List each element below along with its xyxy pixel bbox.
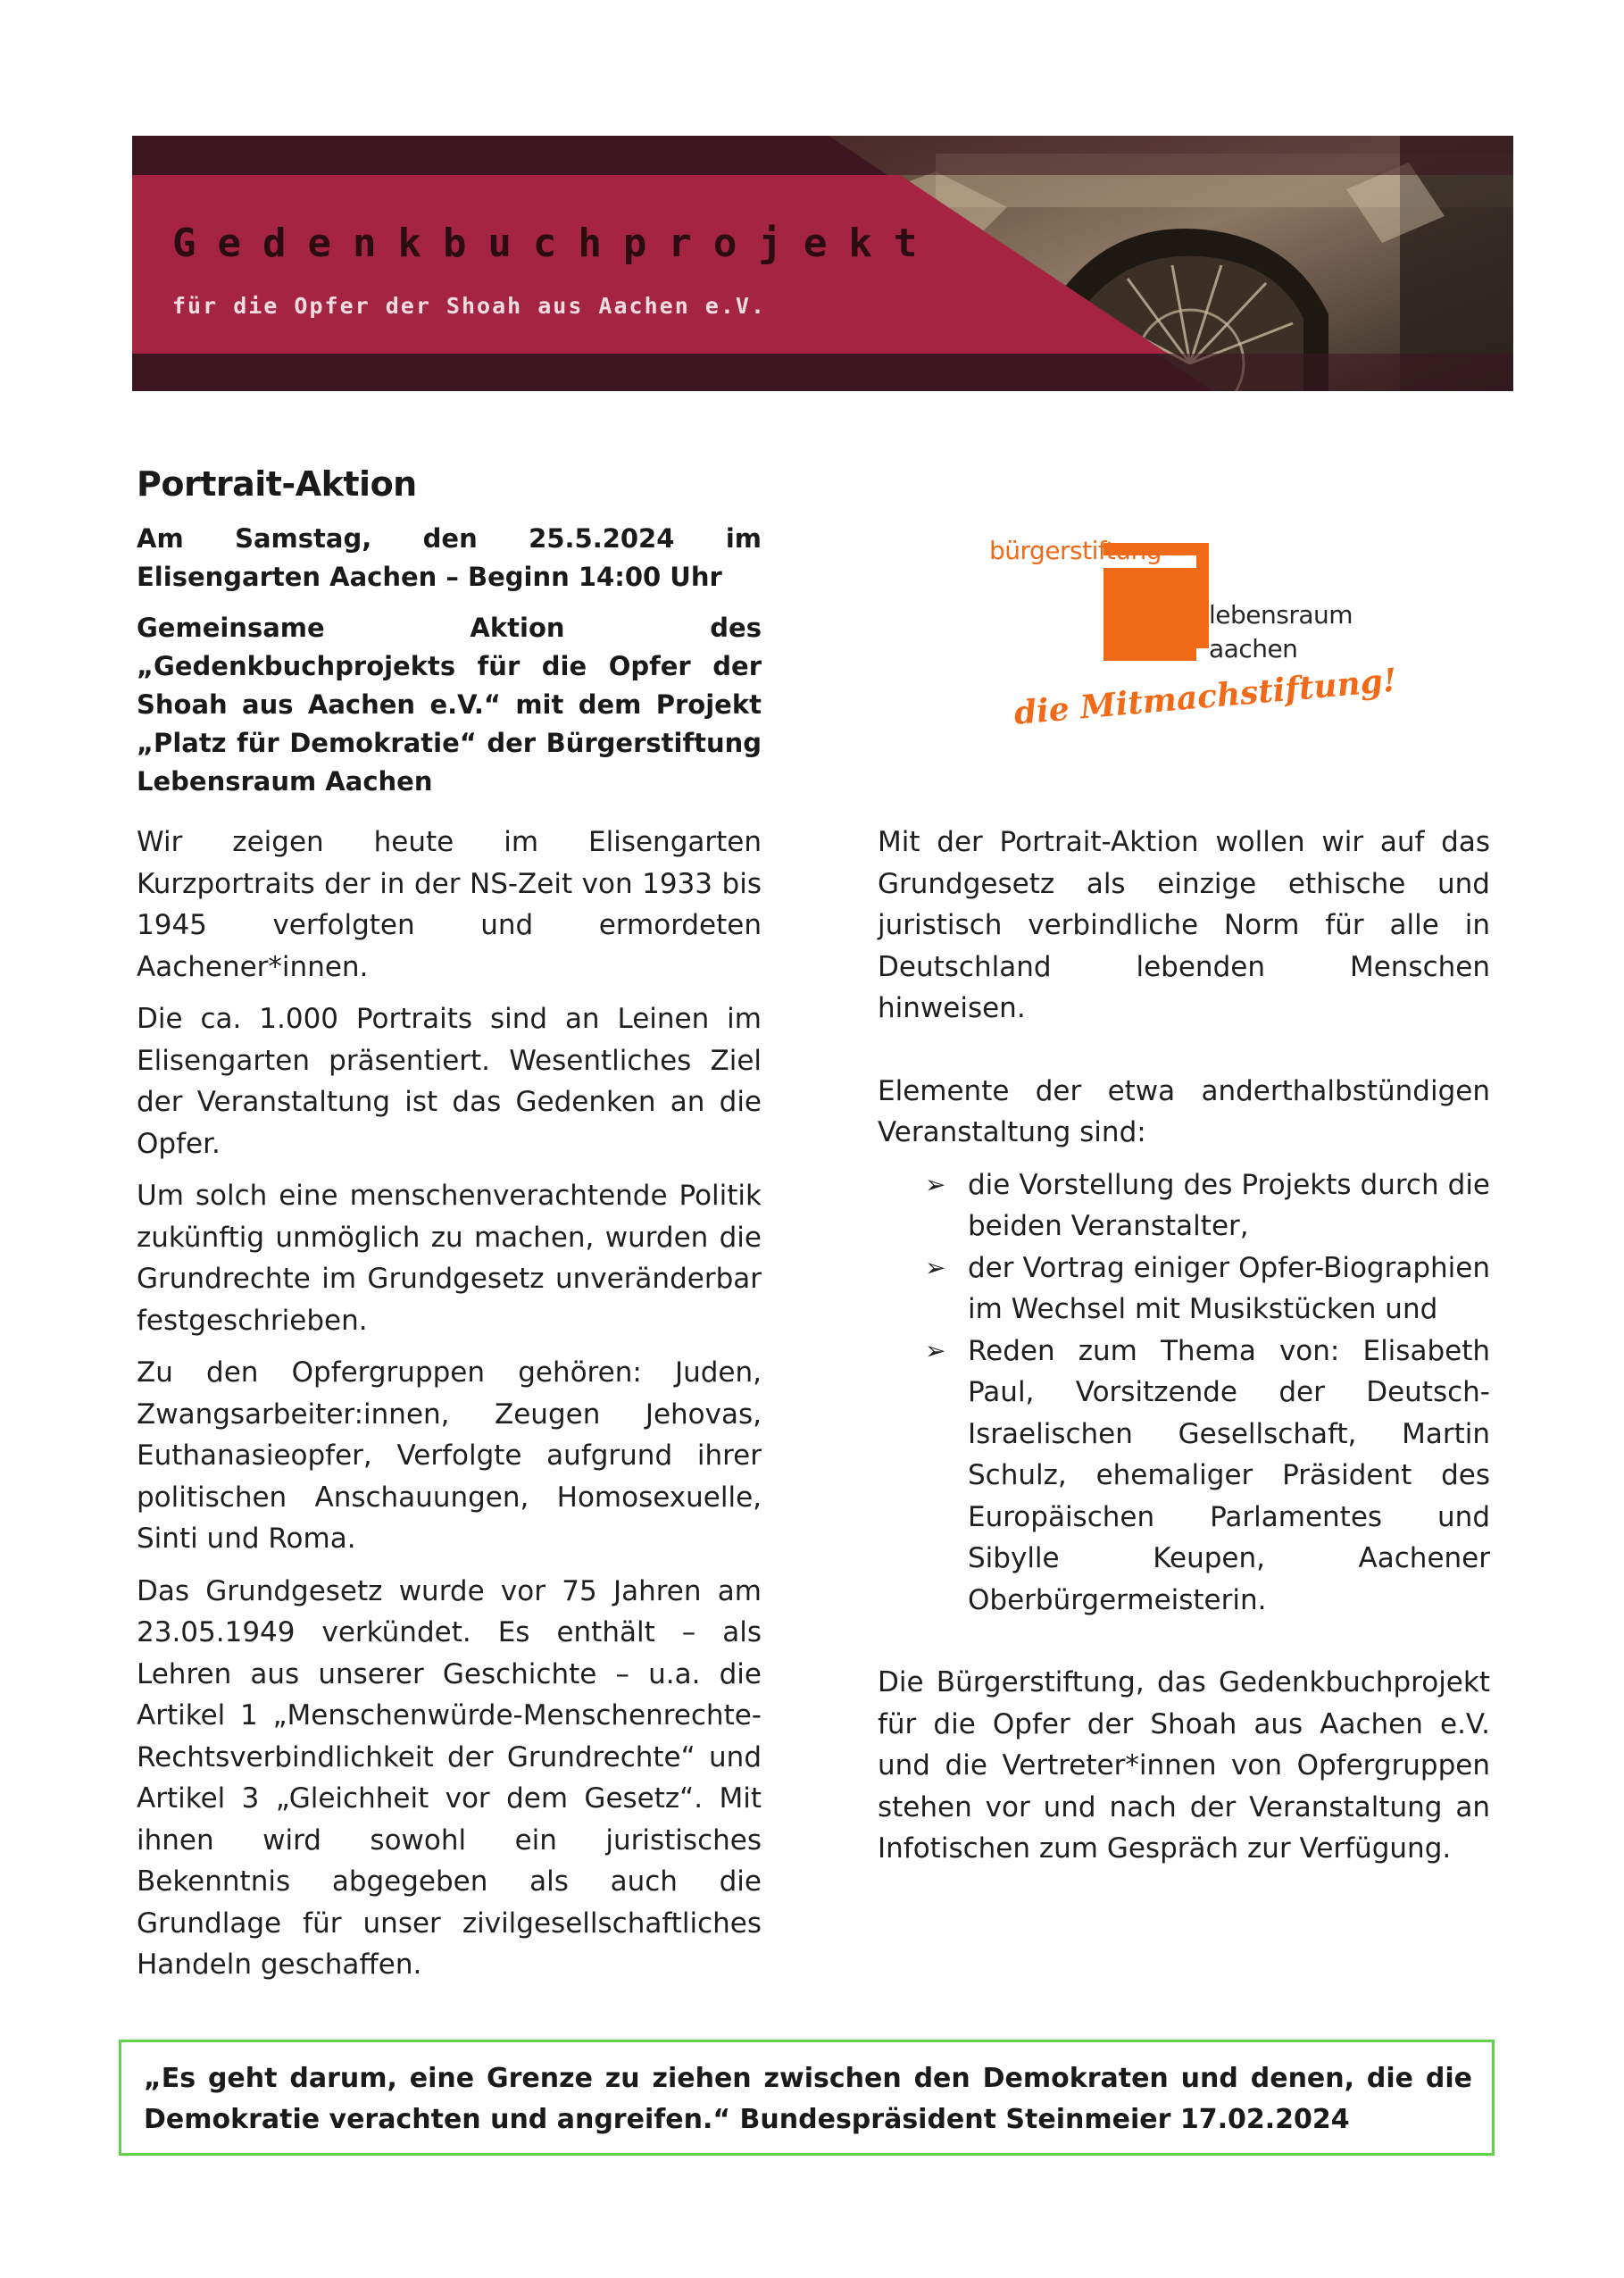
logo-square-icon bbox=[1103, 568, 1196, 661]
right-paragraph-1: Mit der Portrait-Aktion wollen wir auf das Grundgesetz als einzige ethische und juristisch verbindliche Norm für alle in Deutschland lebenden Menschen hinweisen. bbox=[878, 826, 1490, 1024]
list-item-text: Reden zum Thema von: Elisabeth Paul, Vorsitzende der Deutsch-Israelischen Gesellschaft, Martin Schulz, ehemaliger Präsident des Europäischen Parlamentes und Sibylle Keupen, Aachener Oberbürgermeisterin. bbox=[968, 1334, 1490, 1616]
left-column bbox=[137, 822, 762, 1997]
event-description: Gemeinsame Aktion des „Gedenkbuchprojekts für die Opfer der Shoah aus Aachen e.V.“ mit dem Projekt „Platz für Demokratie“ der Bürgerstiftung Lebensraum Aachen bbox=[137, 613, 762, 797]
left-paragraph-2: Die ca. 1.000 Portraits sind an Leinen im Elisengarten präsentiert. Wesentliches Ziel der Veranstaltung ist das Gedenken an die Opfer. bbox=[137, 1003, 762, 1160]
list-item bbox=[925, 1164, 1490, 1247]
banner-title: Gedenkbuchprojekt bbox=[172, 221, 939, 266]
logo-text-line2: lebensraum bbox=[1209, 600, 1353, 630]
list-item-text: die Vorstellung des Projekts durch die beiden Veranstalter, bbox=[968, 1168, 1490, 1242]
list-item bbox=[925, 1331, 1490, 1622]
arrow-bullet-icon: ➢ bbox=[925, 1252, 946, 1282]
intro-block bbox=[137, 464, 762, 801]
banner-subtitle: für die Opfer der Shoah aus Aachen e.V. bbox=[172, 293, 766, 319]
list-item-text: der Vortrag einiger Opfer-Biographien im Wechsel mit Musikstücken und bbox=[968, 1251, 1490, 1325]
logo-text-line1: bürgerstiftung bbox=[989, 536, 1162, 565]
left-paragraph-4: Zu den Opfergruppen gehören: Juden, Zwangsarbeiter:innen, Zeugen Jehovas, Euthanasieopfer, Verfolgte aufgrund ihrer politischen Anschauungen, Homosexuelle, Sinti und Roma. bbox=[137, 1356, 762, 1555]
event-date-line: Am Samstag, den 25.5.2024 im Elisengarten Aachen – Beginn 14:00 Uhr bbox=[137, 523, 762, 592]
logo-text-line3: aachen bbox=[1209, 634, 1298, 663]
list-item bbox=[925, 1247, 1490, 1331]
logo-slogan: die Mitmachstiftung! bbox=[1012, 661, 1399, 732]
arrow-bullet-icon: ➢ bbox=[925, 1335, 946, 1365]
left-paragraph-3: Um solch eine menschenverachtende Politik zukünftig unmöglich zu machen, wurden die Grundrechte im Grundgesetz unveränderbar festgeschrieben. bbox=[137, 1180, 762, 1337]
buergerstiftung-logo bbox=[989, 525, 1399, 775]
right-paragraph-2: Elemente der etwa anderthalbstündigen Veranstaltung sind: bbox=[878, 1074, 1490, 1148]
right-paragraph-3: Die Bürgerstiftung, das Gedenkbuchprojekt für die Opfer der Shoah aus Aachen e.V. und die Vertreter*innen von Opfergruppen stehen vor und nach der Veranstaltung an Infotischen zum Gespräch zur Verfügung. bbox=[878, 1666, 1490, 1865]
quote-box bbox=[119, 2040, 1495, 2156]
header-banner bbox=[132, 136, 1513, 391]
program-list bbox=[878, 1164, 1490, 1622]
left-paragraph-5: Das Grundgesetz wurde vor 75 Jahren am 23.05.1949 verkündet. Es enthält – als Lehren aus unserer Geschichte – u.a. die Artikel 1 „Menschenwürde-Menschenrechte-Rechtsverbindlichkeit der Grundrechte“ und Artikel 3 „Gleichheit vor dem Gesetz“. Mit ihnen wird sowohl ein juristisches Bekenntnis abgegeben als auch die Grundlage für unser zivilgesellschaftliches Handeln geschaffen. bbox=[137, 1574, 762, 1981]
quote-text: „Es geht darum, eine Grenze zu ziehen zwischen den Demokraten und denen, die die Demokratie verachten und angreifen.“ Bundespräsident Steinmeier 17.02.2024 bbox=[144, 2063, 1472, 2135]
right-column bbox=[878, 822, 1490, 1881]
arrow-bullet-icon: ➢ bbox=[925, 1169, 946, 1199]
page-title: Portrait-Aktion bbox=[137, 464, 417, 504]
left-paragraph-1: Wir zeigen heute im Elisengarten Kurzportraits der in der NS-Zeit von 1933 bis 1945 verfolgten und ermordeten Aachener*innen. bbox=[137, 826, 762, 983]
